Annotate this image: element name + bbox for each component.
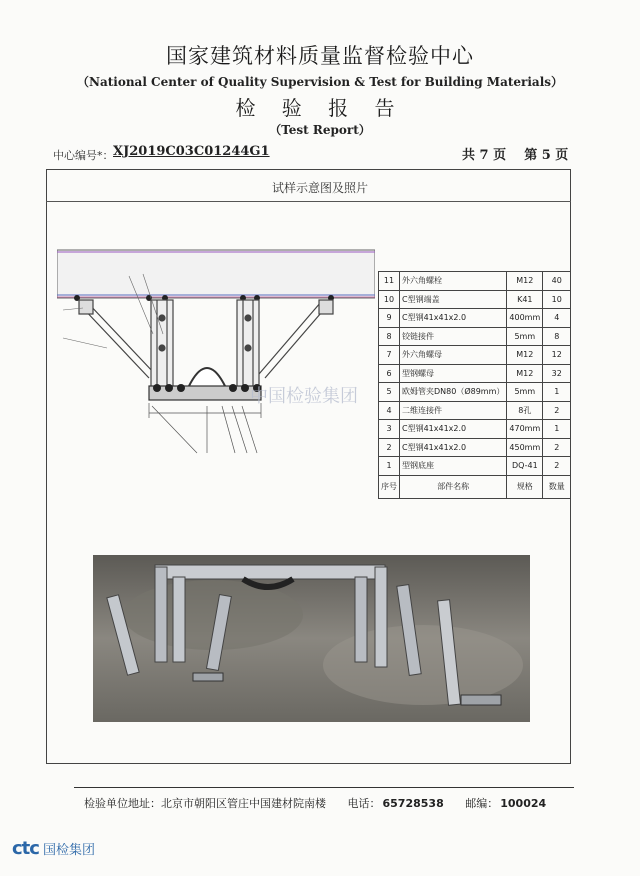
brand-name: 国检集团: [42, 843, 95, 858]
watermark-text: 中国检验集团: [250, 386, 358, 407]
table-row: 3 C型钢41x41x2.0 470mm 1: [379, 420, 571, 439]
table-row: 2 C型钢41x41x2.0 450mm 2: [379, 438, 571, 457]
table-row: 9 C型钢41x41x2.0 400mm 4: [379, 309, 571, 328]
right-diagonal-brace: [259, 300, 333, 378]
organization-title-cn: 国家建筑材料质量监督检验中心: [166, 44, 474, 68]
pipe-clamp: [189, 368, 225, 386]
table-row: 7 外六角螺母 M12 12: [379, 346, 571, 365]
report-title-en: （Test Report）: [269, 123, 371, 137]
sample-photo: [93, 555, 530, 722]
organization-title-en: （National Center of Quality Supervision & Test for Building Materials）: [76, 75, 564, 89]
address-label: 检验单位地址：: [84, 797, 161, 810]
support-assembly-drawing: [57, 238, 375, 460]
zip-value: 100024: [500, 797, 547, 810]
footer-divider: [74, 787, 574, 788]
table-row: 1 型钢底座 DQ-41 2: [379, 457, 571, 476]
address-value: 北京市朝阳区管庄中国建材院南楼: [161, 797, 326, 810]
table-row: 11 外六角螺栓 M12 40: [379, 272, 571, 291]
phone-value: 65728538: [382, 797, 444, 810]
table-row: 4 二维连接件 8孔 2: [379, 401, 571, 420]
table-row: 10 C型钢端盖 K41 10: [379, 290, 571, 309]
report-title-cn: 检 验 报 告: [235, 96, 405, 120]
horizontal-beam: [149, 384, 261, 400]
brand-mark: ctc: [12, 838, 39, 859]
center-number-label: 中心编号*：: [53, 149, 114, 162]
zip-label: 邮编：: [465, 797, 499, 810]
table-row: 8 铰链接件 5mm 8: [379, 327, 571, 346]
phone-label: 电话：: [347, 797, 381, 810]
footer-address: [84, 795, 546, 811]
ceiling-slab: [57, 250, 375, 298]
table-header-row: 序号 部件名称 规格 数量: [379, 475, 571, 498]
parts-table: [378, 271, 571, 499]
page-indicator: 共 7 页 第 5 页: [462, 148, 569, 163]
brand-logo: [12, 838, 95, 859]
dimension-lines: [149, 403, 261, 453]
table-row: 6 型钢螺母 M12 32: [379, 364, 571, 383]
right-vertical-channel: [237, 300, 259, 388]
table-row: 5 欧姆管夹DN80（Ø89mm） 5mm 1: [379, 383, 571, 402]
center-number-value: XJ2019C03C01244G1: [113, 144, 270, 159]
left-vertical-channel: [151, 300, 173, 388]
section-title: 试样示意图及照片: [271, 181, 368, 195]
